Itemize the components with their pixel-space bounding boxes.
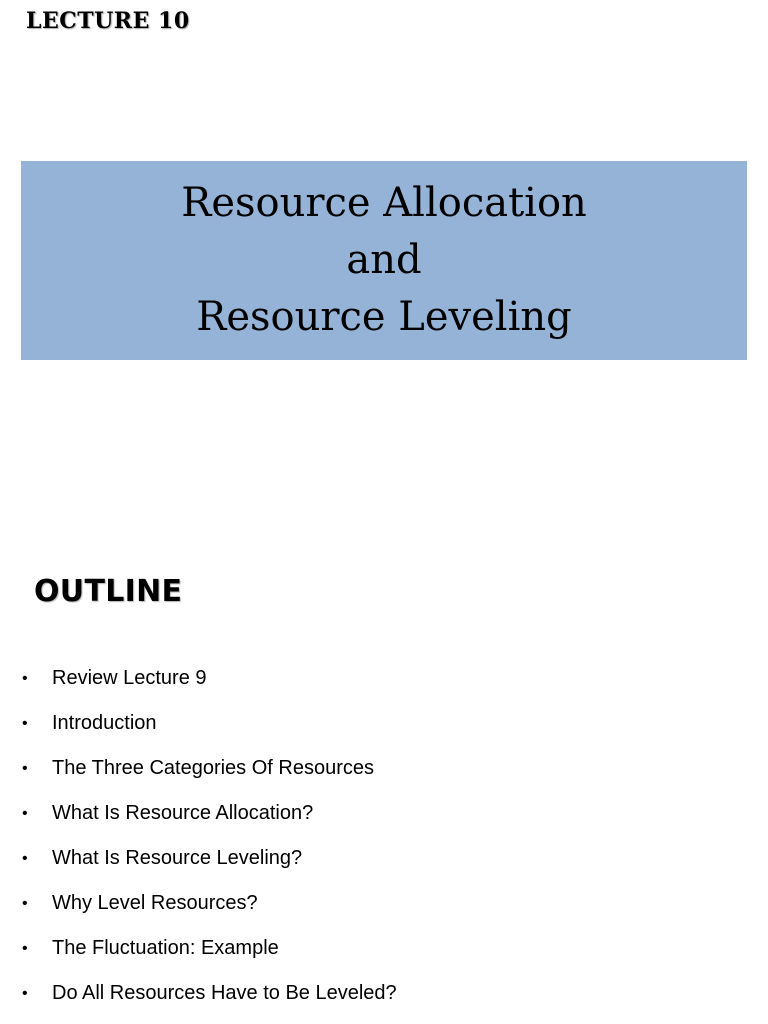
outline-list — [0, 656, 397, 1016]
bullet-icon: • — [22, 715, 28, 732]
list-item-text: The Three Categories Of Resources — [52, 757, 375, 779]
list-item — [0, 701, 397, 746]
lecture-heading: LECTURE 10 — [26, 8, 190, 34]
list-item-text: Review Lecture 9 — [52, 667, 207, 689]
list-item — [0, 881, 397, 926]
list-item-text: Why Level Resources? — [52, 892, 258, 914]
list-item — [0, 836, 397, 881]
title-line: and — [346, 237, 422, 283]
bullet-icon: • — [22, 940, 28, 957]
list-item-text: What Is Resource Allocation? — [52, 802, 314, 824]
list-item-text: What Is Resource Leveling? — [52, 847, 303, 869]
bullet-icon: • — [22, 805, 28, 822]
list-item — [0, 656, 397, 701]
bullet-icon: • — [22, 760, 28, 777]
list-item-text: Introduction — [52, 712, 157, 734]
list-item — [0, 791, 397, 836]
bullet-icon: • — [22, 670, 28, 687]
list-item — [0, 926, 397, 971]
outline-heading: OUTLINE — [34, 574, 183, 609]
title-line: Resource Allocation — [181, 180, 587, 226]
bullet-icon: • — [22, 850, 28, 867]
bullet-icon: • — [22, 895, 28, 912]
bullet-icon: • — [22, 985, 28, 1002]
list-item — [0, 746, 397, 791]
list-item-text: The Fluctuation: Example — [52, 937, 279, 959]
list-item-text: Do All Resources Have to Be Leveled? — [52, 982, 397, 1004]
title-text — [21, 175, 747, 346]
title-line: Resource Leveling — [196, 294, 572, 340]
title-banner — [21, 161, 747, 360]
list-item — [0, 971, 397, 1016]
